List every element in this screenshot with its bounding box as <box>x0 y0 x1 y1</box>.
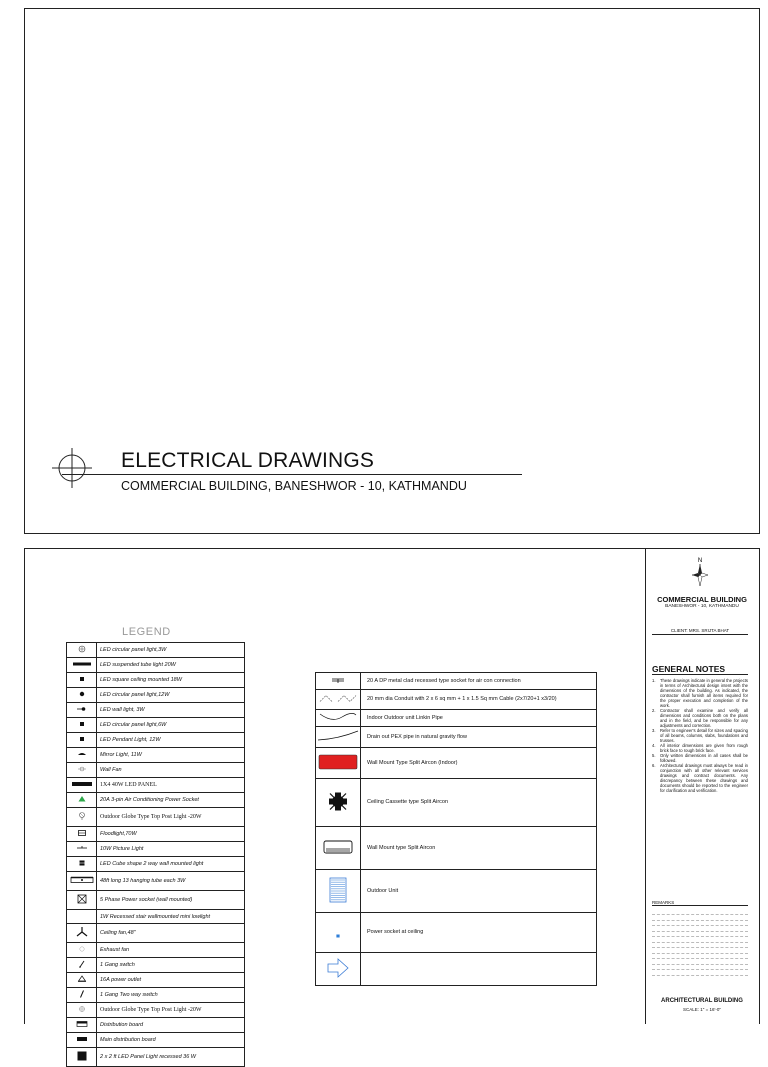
legend-row <box>67 733 245 748</box>
legend-label: Floodlight,70W <box>97 827 245 842</box>
legend-row <box>67 718 245 733</box>
legend-label: LED suspended tube light 20W <box>97 658 245 673</box>
legend-label: Main distribution board <box>97 1033 245 1048</box>
legend-label: LED square ceiling mounted 18W <box>97 673 245 688</box>
symbol-row <box>316 870 597 913</box>
client-name: CLIENT: MRS. SRIJTA BHAT <box>652 628 748 635</box>
note-number: 3. <box>652 728 656 733</box>
symbol-label: Ceiling Cassette type Split Aircon <box>361 779 597 827</box>
symbol-label: 20 A DP metal clad recessed type socket for air con connection <box>361 673 597 690</box>
hanging-tube-icon <box>67 872 97 891</box>
symbol-label: Wall Mount type Split Aircon <box>361 827 597 870</box>
legend-row <box>67 973 245 988</box>
remarks-label: REMARKS <box>652 900 748 906</box>
remarks-line <box>652 914 748 915</box>
symbol-row <box>316 953 597 986</box>
wide-bar-icon <box>67 778 97 793</box>
legend-row <box>67 924 245 943</box>
square-panel-icon <box>67 1048 97 1067</box>
wall-light-icon <box>67 703 97 718</box>
note-text: These drawings indicate in general the projects in terms of Architectural design intent with the dimensions of the building. As indicated, the contractor shall furnish all items required for the proper execution and completion of the work. <box>660 678 748 708</box>
legend-label: Distribution board <box>97 1018 245 1033</box>
legend-row <box>67 842 245 857</box>
bar-icon <box>67 658 97 673</box>
legend-label: Outdoor Globe Type Top Post Light -20W <box>97 808 245 827</box>
circle-plus-icon <box>67 643 97 658</box>
company-name: COMMERCIAL BUILDING <box>657 595 747 604</box>
dot-icon <box>67 688 97 703</box>
company-address: BANESHWOR - 10, KATHMANDU <box>665 604 739 609</box>
symbols-table <box>315 672 597 986</box>
recessed-socket-icon <box>316 673 361 690</box>
note-number: 1. <box>652 678 656 683</box>
red-indoor-unit-icon <box>316 748 361 779</box>
legend-label: Wall Fan <box>97 763 245 778</box>
remarks-line <box>652 925 748 926</box>
small-square-icon <box>67 718 97 733</box>
legend-label: Mirror Light, 11W <box>97 748 245 763</box>
picture-light-icon <box>67 842 97 857</box>
legend-label: LED circular panel light,12W <box>97 688 245 703</box>
legend-row <box>67 1003 245 1018</box>
general-note-item <box>652 743 748 753</box>
remarks-line <box>652 931 748 932</box>
outdoor-unit-icon <box>316 870 361 913</box>
legend-symbol-empty <box>67 910 97 924</box>
note-text: Contractor shall examine and verify all dimensions and conditions both on the plans and in the field, and be responsible for any adjustments and correction. <box>660 708 748 728</box>
cassette-aircon-icon <box>316 779 361 827</box>
legend-row <box>67 778 245 793</box>
remarks-line <box>652 969 748 970</box>
general-note-item <box>652 763 748 793</box>
legend-row <box>67 643 245 658</box>
symbol-label <box>361 953 597 986</box>
legend-row <box>67 808 245 827</box>
general-note-item <box>652 708 748 728</box>
power-outlet-icon <box>67 973 97 988</box>
wall-fan-icon <box>67 763 97 778</box>
green-triangle-icon <box>67 793 97 808</box>
cover-subtitle: COMMERCIAL BUILDING, BANESHWOR - 10, KATHMANDU <box>121 479 467 493</box>
legend-label: LED circular panel light,3W <box>97 643 245 658</box>
scale-note: SCALE: 1" = 16'-0" <box>683 1007 721 1012</box>
legend-table <box>66 642 245 1067</box>
switch-icon <box>67 958 97 973</box>
legend-row <box>67 910 245 924</box>
legend-label: Exhaust fan <box>97 943 245 958</box>
globe-light-icon <box>67 1003 97 1018</box>
sheet-title: ARCHITECTURAL BUILDING <box>661 998 743 1004</box>
general-notes-heading: GENERAL NOTES <box>652 664 748 675</box>
note-text: Refer to engineer's detail for sizes and spacing of all beams, columns, slabs, foundations and trusses. <box>660 728 748 743</box>
legend-row <box>67 891 245 910</box>
main-board-icon <box>67 1033 97 1048</box>
symbol-row <box>316 748 597 779</box>
remarks-line <box>652 942 748 943</box>
remarks-line <box>652 920 748 921</box>
remarks-line <box>652 964 748 965</box>
legend-row <box>67 872 245 891</box>
note-text: All interior dimensions are given from rough brick face to rough brick face. <box>660 743 748 753</box>
legend-label: LED Cube shape 2 way wall mounted light <box>97 857 245 872</box>
legend-row <box>67 988 245 1003</box>
crosshair-icon <box>52 448 92 488</box>
legend-label: Outdoor Globe Type Top Post Light -20W <box>97 1003 245 1018</box>
conduit-icon <box>316 690 361 710</box>
note-number: 4. <box>652 743 656 748</box>
legend-label: 1W Recessed stair wallmounted mini lowlight <box>97 910 245 924</box>
legend-label: 20A 3-pin Air Conditioning Power Socket <box>97 793 245 808</box>
legend-row <box>67 857 245 872</box>
legend-label: 48ft long 13 hanging tube each 3W <box>97 872 245 891</box>
cube-light-icon <box>67 857 97 872</box>
legend-label: 1 Gang Two way switch <box>97 988 245 1003</box>
symbol-row <box>316 710 597 727</box>
legend-label: 1 Gang switch <box>97 958 245 973</box>
power-socket-icon <box>67 891 97 910</box>
symbol-label: Power socket at ceiling <box>361 913 597 953</box>
legend-label: LED Pendant Light, 12W <box>97 733 245 748</box>
general-note-item <box>652 753 748 763</box>
symbol-label: 20 mm dia Conduit with 2 x 6 sq mm + 1 x 1.5 Sq mm Cable (2x7/20+1 x3/20) <box>361 690 597 710</box>
legend-label: 2 x 2 ft LED Panel Light recessed 36 W <box>97 1048 245 1067</box>
post-light-icon <box>67 808 97 827</box>
ceiling-socket-icon <box>316 913 361 953</box>
wall-aircon-icon <box>316 827 361 870</box>
symbol-row <box>316 690 597 710</box>
symbol-row <box>316 913 597 953</box>
general-note-item <box>652 728 748 743</box>
symbol-row <box>316 827 597 870</box>
remarks-line <box>652 953 748 954</box>
symbol-label: Outdoor Unit <box>361 870 597 913</box>
mirror-light-icon <box>67 748 97 763</box>
remarks-line <box>652 975 748 976</box>
flood-light-icon <box>67 827 97 842</box>
distribution-board-icon <box>67 1018 97 1033</box>
small-square-icon <box>67 733 97 748</box>
cover-divider <box>62 474 522 475</box>
symbol-row <box>316 779 597 827</box>
legend-row <box>67 748 245 763</box>
two-way-switch-icon <box>67 988 97 1003</box>
linkin-pipe-icon <box>316 710 361 727</box>
legend-row <box>67 688 245 703</box>
legend-row <box>67 673 245 688</box>
drain-pipe-icon <box>316 727 361 748</box>
legend-row <box>67 827 245 842</box>
legend-row <box>67 1033 245 1048</box>
symbol-row <box>316 727 597 748</box>
legend-label: 5 Phase Power socket (wall mounted) <box>97 891 245 910</box>
legend-row <box>67 1048 245 1067</box>
ceiling-fan-icon <box>67 924 97 943</box>
remarks-line <box>652 947 748 948</box>
north-label: N <box>697 558 703 564</box>
remarks-line <box>652 936 748 937</box>
general-note-item <box>652 678 748 708</box>
legend-label: LED wall light, 3W <box>97 703 245 718</box>
remarks-line <box>652 958 748 959</box>
legend-row <box>67 943 245 958</box>
legend-label: Ceiling fan,48" <box>97 924 245 943</box>
legend-row <box>67 658 245 673</box>
exhaust-fan-icon <box>67 943 97 958</box>
note-number: 2. <box>652 708 656 713</box>
note-text: Only written dimensions in all cases shall be followed. <box>660 753 748 763</box>
symbol-label: Indoor Outdoor unit Linkin Pipe <box>361 710 597 727</box>
legend-label: 16A power outlet <box>97 973 245 988</box>
symbol-row <box>316 673 597 690</box>
symbol-label: Drain out PEX pipe in natural gravity flow <box>361 727 597 748</box>
legend-label: LED circular panel light,6W <box>97 718 245 733</box>
north-arrow-icon <box>690 556 710 586</box>
symbol-label: Wall Mount Type Split Aircon (Indoor) <box>361 748 597 779</box>
note-number: 5. <box>652 753 656 758</box>
legend-label: 10W Picture Light <box>97 842 245 857</box>
cover-title: ELECTRICAL DRAWINGS <box>121 449 375 472</box>
legend-row <box>67 793 245 808</box>
general-notes-list <box>652 678 748 793</box>
title-block-divider <box>645 548 646 1024</box>
legend-title: LEGEND <box>122 626 171 638</box>
arrow-outline-icon <box>316 953 361 986</box>
legend-label: 1X4 40W LED PANEL <box>97 778 245 793</box>
note-text: Architectural drawings must always be read in conjunction with all other relevant services drawings and contract documents. Any discrepancy between these drawings and documents should be reported to the engineer for clarification and verification. <box>660 763 748 793</box>
legend-row <box>67 703 245 718</box>
legend-row <box>67 763 245 778</box>
legend-row <box>67 958 245 973</box>
small-square-icon <box>67 673 97 688</box>
legend-row <box>67 1018 245 1033</box>
note-number: 6. <box>652 763 656 768</box>
